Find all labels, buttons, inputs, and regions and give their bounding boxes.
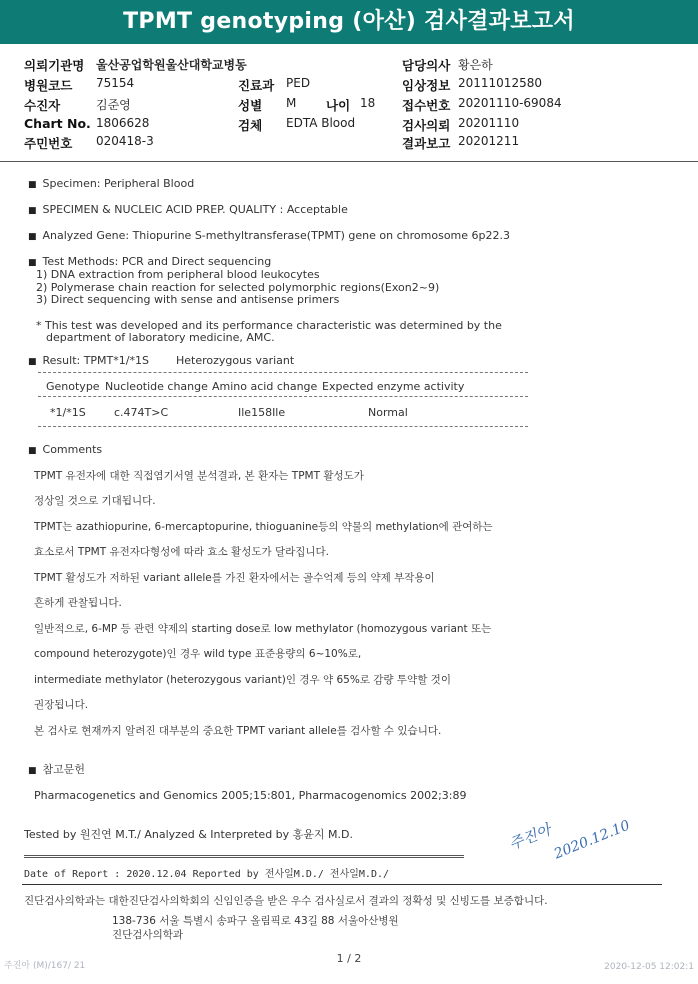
comment-line: TPMT 활성도가 저하된 variant allele를 가진 환자에서는 골수억제 등의 약제 부작용이: [34, 572, 435, 584]
tested-by-line: Tested by 원진연 M.T./ Analyzed & Interpreted by 홍윤지 M.D.: [24, 828, 353, 841]
references-title: ■ 참고문헌: [28, 761, 85, 777]
age-label: 나이: [326, 98, 351, 113]
clinical-label: 임상정보: [402, 78, 451, 93]
clinical-value: 20111012580: [458, 76, 542, 90]
table-header-genotype: Genotype: [46, 380, 100, 393]
result-line: ■ Result: TPMT*1/*1S: [28, 354, 149, 367]
report-divider: [24, 855, 464, 858]
table-header-amino: Amino acid change: [212, 380, 318, 393]
receipt-label: 접수번호: [402, 98, 451, 113]
comment-line: intermediate methylator (heterozygous variant)인 경우 약 65%로 감량 투약할 것이: [34, 674, 451, 686]
method-3: 3) Direct sequencing with sense and antisense primers: [36, 293, 340, 306]
resident-value: 020418-3: [96, 134, 154, 148]
dept-label: 진료과: [238, 78, 275, 93]
table-header-activity: Expected enzyme activity: [322, 380, 465, 393]
comment-line: 권장됩니다.: [34, 699, 89, 711]
patient-info: [0, 50, 698, 154]
methods-title: ■ Test Methods: PCR and Direct sequencing: [28, 255, 271, 268]
comment-line: TPMT는 azathiopurine, 6-mercaptopurine, thioguanine등의 약물의 methylation에 관여하는: [34, 521, 493, 533]
table-cell-genotype: *1/*1S: [50, 406, 86, 419]
patient-label: 수진자: [24, 98, 61, 113]
report-label: 결과보고: [402, 136, 451, 151]
sex-label: 성별: [238, 98, 263, 113]
note-line-1: * This test was developed and its performance characteristic was determined by the: [36, 319, 502, 332]
certification-text: 진단검사의학과는 대한진단검사의학회의 신임인증을 받은 우수 검사실로서 결과의 정확성 및 신빙도를 보증합니다.: [24, 895, 548, 907]
hospital-code-value: 75154: [96, 76, 135, 90]
chart-label: Chart No.: [24, 116, 91, 131]
gene-line: ■ Analyzed Gene: Thiopurine S-methyltransferase(TPMT) gene on chromosome 6p22.3: [28, 229, 510, 242]
faint-watermark-left: 주진아 (M)/167/ 21: [4, 961, 86, 971]
table-cell-nucleotide: c.474T>C: [114, 406, 169, 419]
request-value: 20201110: [458, 116, 520, 130]
hospital-code-label: 병원코드: [24, 78, 73, 93]
comment-line: compound heterozygote)인 경우 wild type 표준용량의 6~10%로,: [34, 648, 362, 660]
report-title: TPMT genotyping (아산) 검사결과보고서: [0, 0, 698, 44]
method-1: 1) DNA extraction from peripheral blood leukocytes: [36, 268, 320, 281]
signature-name: 주진아: [506, 820, 554, 854]
references-line: Pharmacogenetics and Genomics 2005;15:801, Pharmacogenomics 2002;3:89: [34, 789, 467, 802]
comment-line: 일반적으로, 6-MP 등 관련 약제의 starting dose로 low methylator (homozygous variant 또는: [34, 623, 492, 635]
quality-line: ■ SPECIMEN & NUCLEIC ACID PREP. QUALITY : Acceptable: [28, 203, 348, 216]
page-number: 1 / 2: [336, 952, 362, 965]
receipt-value: 20201110-69084: [458, 96, 562, 110]
doctor-label: 담당의사: [402, 58, 451, 73]
table-divider-bottom: [38, 426, 528, 427]
date-of-report: Date of Report : 2020.12.04 Reported by 전사일M.D./ 전사일M.D./: [24, 869, 390, 880]
report-value: 20201211: [458, 134, 520, 148]
comment-line: 효소로서 TPMT 유전자다형성에 따라 효소 활성도가 달라집니다.: [34, 546, 330, 558]
info-divider: [0, 161, 698, 162]
faint-watermark-right: 2020-12-05 12:02:1: [604, 962, 694, 972]
table-divider-mid: [38, 396, 528, 397]
method-2: 2) Polymerase chain reaction for selected polymorphic regions(Exon2~9): [36, 281, 440, 294]
comments-title: ■ Comments: [28, 443, 102, 456]
dept-value: PED: [286, 76, 311, 90]
institution-value: 울산공업학원울산대학교병동: [96, 58, 247, 72]
comment-line: 본 검사로 현재까지 알려진 대부분의 중요한 TPMT variant allele를 검사할 수 있습니다.: [34, 725, 442, 737]
chart-value: 1806628: [96, 116, 150, 130]
comment-line: 정상일 것으로 기대됩니다.: [34, 495, 156, 507]
comment-line: 흔하게 관찰됩니다.: [34, 597, 122, 609]
signature-date: 2020.12.10: [551, 817, 633, 863]
specimen-line: ■ Specimen: Peripheral Blood: [28, 177, 194, 190]
table-divider-top: [38, 372, 528, 373]
patient-value: 김준영: [96, 98, 131, 112]
table-cell-amino: Ile158Ile: [238, 406, 286, 419]
footer-divider: [22, 884, 662, 885]
sex-value: M: [286, 96, 297, 110]
request-label: 검사의뢰: [402, 118, 451, 133]
note-line-2: department of laboratory medicine, AMC.: [46, 331, 275, 344]
table-header-nucleotide: Nucleotide change: [105, 380, 208, 393]
table-cell-activity: Normal: [368, 406, 408, 419]
comment-line: TPMT 유전자에 대한 직접염기서열 분석결과, 본 환자는 TPMT 활성도가: [34, 470, 364, 482]
result-variant: Heterozygous variant: [176, 354, 295, 367]
age-value: 18: [360, 96, 376, 110]
doctor-value: 황은하: [458, 58, 493, 72]
specimen-label: 검체: [238, 118, 263, 133]
specimen-value: EDTA Blood: [286, 116, 356, 130]
address-line: 138-736 서울 특별시 송파구 올림픽로 43길 88 서울아산병원: [112, 915, 399, 927]
institution-label: 의뢰기관명: [24, 58, 85, 73]
resident-label: 주민번호: [24, 136, 73, 151]
dept-name: 진단검사의학과: [112, 929, 184, 941]
